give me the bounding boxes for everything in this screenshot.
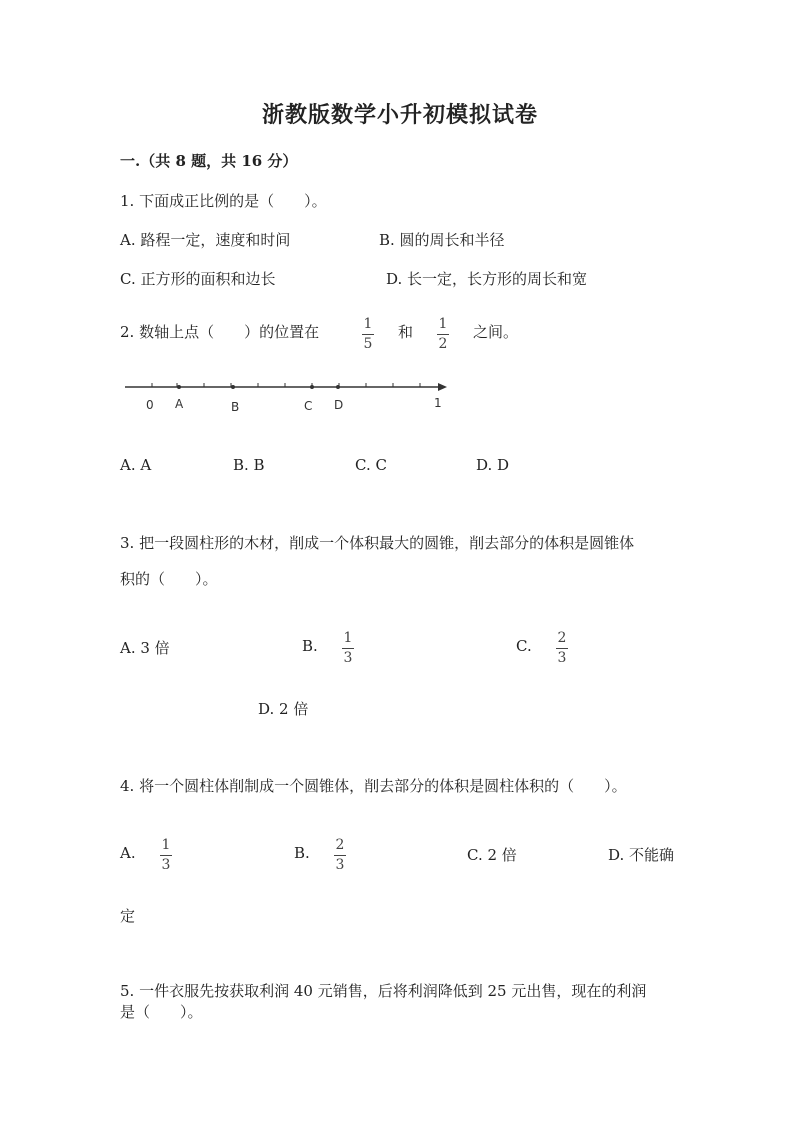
section-heading: 一.（共 8 题，共 16 分） [120,152,298,170]
question-4-option-d-line-2: 定 [120,907,136,925]
fraction-denominator: 3 [343,650,353,666]
fraction-numerator: 2 [557,630,567,646]
fraction-denominator: 3 [557,650,567,666]
question-2-option-a: A. A [120,456,152,474]
question-4-option-b-label: B. [294,844,310,862]
fraction-bar [342,648,354,649]
question-4-option-a-fraction [160,838,172,873]
question-3-option-d: D. 2 倍 [258,700,309,718]
question-3-option-b-label: B. [302,637,318,655]
question-3-stem-line-2: 积的（ ）。 [120,570,218,588]
question-3-stem-line-1: 3. 把一段圆柱形的木材，削成一个体积最大的圆锥，削去部分的体积是圆锥体 [120,534,635,552]
fraction-denominator: 5 [363,336,373,352]
fraction-one-half [437,317,449,352]
question-4-option-a-label: A. [120,844,136,862]
fraction-denominator: 2 [438,336,448,352]
number-line [120,378,450,418]
question-5-stem-line-2: 是（ ）。 [120,1003,203,1021]
question-4-option-b-fraction [334,838,346,873]
fraction-numerator: 1 [438,316,448,332]
fraction-bar [160,855,172,856]
question-2-option-b: B. B [233,456,265,474]
question-4-option-c: C. 2 倍 [467,846,517,864]
number-line-label-c: C [304,399,313,413]
fraction-one-fifth [362,317,374,352]
question-3-option-c-label: C. [516,637,532,655]
fraction-bar [437,334,449,335]
question-2-and: 和 [398,323,414,341]
question-3-option-a: A. 3 倍 [120,639,170,657]
fraction-bar [556,648,568,649]
number-line-label-one: 1 [434,396,442,410]
fraction-numerator: 1 [161,837,171,853]
question-2-stem-end: 之间。 [473,323,519,341]
fraction-numerator: 2 [335,837,345,853]
question-1-stem: 1. 下面成正比例的是（ ）。 [120,192,327,210]
question-2-option-c: C. C [355,456,387,474]
fraction-numerator: 1 [363,316,373,332]
number-line-label-zero: 0 [146,398,154,412]
question-3-option-c-fraction [556,631,568,666]
fraction-denominator: 3 [161,857,171,873]
question-2-stem-start: 2. 数轴上点（ ）的位置在 [120,323,320,341]
question-2-option-d: D. D [476,456,510,474]
page-title: 浙教版数学小升初模拟试卷 [261,102,538,128]
question-1-option-b: B. 圆的周长和半径 [379,231,505,249]
question-1-option-d: D. 长一定，长方形的周长和宽 [386,270,588,288]
number-line-label-d: D [334,398,344,412]
question-4-stem: 4. 将一个圆柱体削制成一个圆锥体，削去部分的体积是圆柱体积的（ ）。 [120,777,627,795]
fraction-numerator: 1 [343,630,353,646]
question-3-option-b-fraction [342,631,354,666]
question-4-option-d-line-1: D. 不能确 [608,846,675,864]
question-5-stem-line-1: 5. 一件衣服先按获取利润 40 元销售，后将利润降低到 25 元出售，现在的利润 [120,982,647,1000]
number-line-axis [120,378,450,392]
number-line-label-a: A [175,397,184,411]
fraction-bar [334,855,346,856]
number-line-label-b: B [231,400,240,414]
question-1-option-c: C. 正方形的面积和边长 [120,270,276,288]
fraction-denominator: 3 [335,857,345,873]
question-1-option-a: A. 路程一定，速度和时间 [120,231,291,249]
fraction-bar [362,334,374,335]
